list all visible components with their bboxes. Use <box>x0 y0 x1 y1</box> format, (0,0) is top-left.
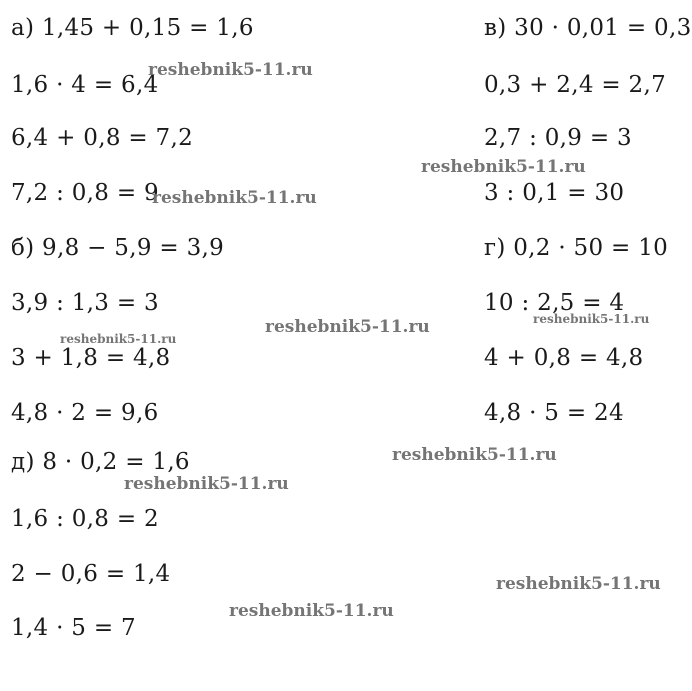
equation-d-2: 1,6 : 0,8 = 2 <box>11 506 159 532</box>
equation-b-4: 4,8 · 2 = 9,6 <box>11 400 159 426</box>
watermark: reshebnik5-11.ru <box>392 445 557 465</box>
watermark: reshebnik5-11.ru <box>265 317 430 337</box>
watermark: reshebnik5-11.ru <box>124 474 289 494</box>
equation-b-3: 3 + 1,8 = 4,8 <box>11 345 171 371</box>
equation-v-4: 3 : 0,1 = 30 <box>484 180 625 206</box>
equation-g-3: 4 + 0,8 = 4,8 <box>484 345 644 371</box>
equation-g-2: 10 : 2,5 = 4 <box>484 290 625 316</box>
equation-v-1: в) 30 · 0,01 = 0,3 <box>484 15 692 41</box>
equation-a-2: 1,6 · 4 = 6,4 <box>11 72 159 98</box>
watermark: reshebnik5-11.ru <box>533 312 650 326</box>
equation-v-3: 2,7 : 0,9 = 3 <box>484 125 632 151</box>
equation-d-1: д) 8 · 0,2 = 1,6 <box>11 449 190 475</box>
watermark: reshebnik5-11.ru <box>229 601 394 621</box>
equation-a-3: 6,4 + 0,8 = 7,2 <box>11 125 194 151</box>
equation-a-4: 7,2 : 0,8 = 9 <box>11 180 159 206</box>
watermark: reshebnik5-11.ru <box>421 157 586 177</box>
watermark: reshebnik5-11.ru <box>496 574 661 594</box>
watermark: reshebnik5-11.ru <box>60 332 177 346</box>
equation-g-1: г) 0,2 · 50 = 10 <box>484 235 669 261</box>
equation-d-3: 2 − 0,6 = 1,4 <box>11 561 171 587</box>
equation-v-2: 0,3 + 2,4 = 2,7 <box>484 72 667 98</box>
equation-a-1: а) 1,45 + 0,15 = 1,6 <box>11 15 254 41</box>
equation-b-2: 3,9 : 1,3 = 3 <box>11 290 159 316</box>
equation-g-4: 4,8 · 5 = 24 <box>484 400 624 426</box>
watermark: reshebnik5-11.ru <box>148 60 313 80</box>
equation-d-4: 1,4 · 5 = 7 <box>11 615 136 641</box>
watermark: reshebnik5-11.ru <box>152 188 317 208</box>
equation-b-1: б) 9,8 − 5,9 = 3,9 <box>11 235 225 261</box>
